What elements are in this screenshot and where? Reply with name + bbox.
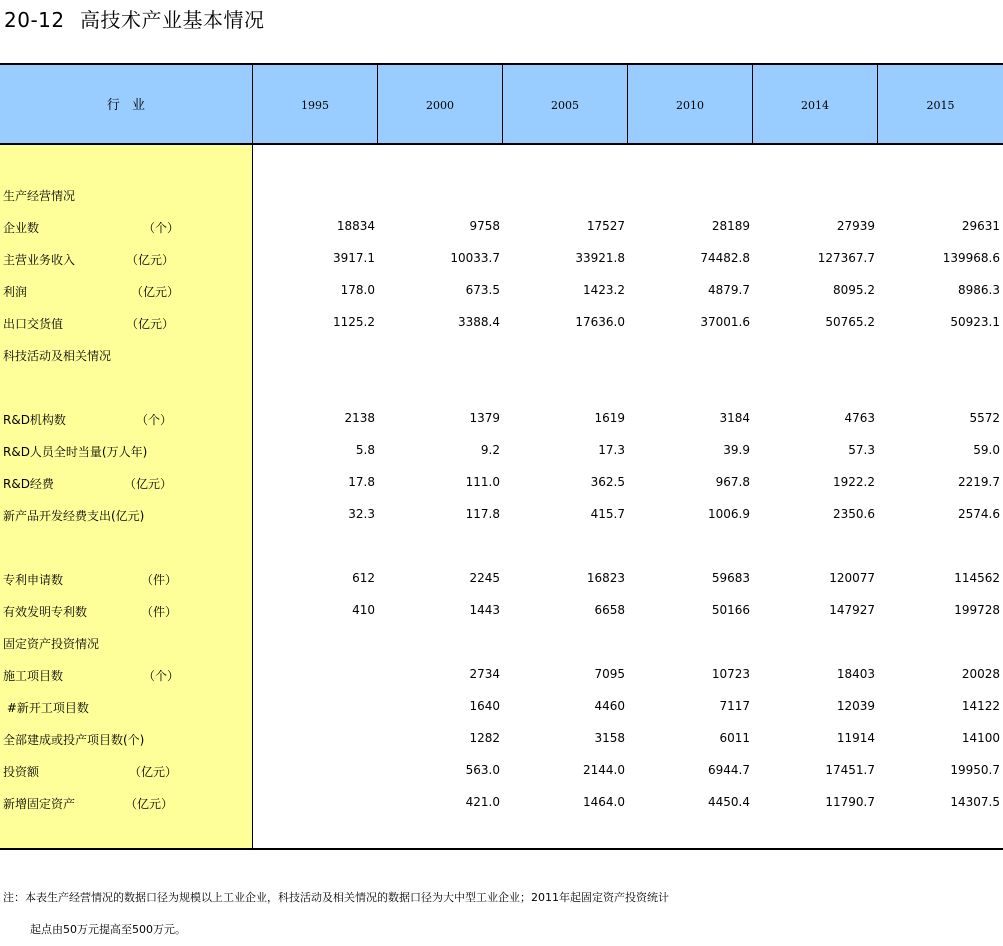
table-row [0,699,1003,719]
cell-value-2010: 1006.9 [708,507,750,521]
cell-value-2010: 37001.6 [700,315,750,329]
table-note-line-1: 注：本表生产经营情况的数据口径为规模以上工业企业，科技活动及相关情况的数据口径为大中型工业企业；2011年起固定资产投资统计 [3,891,669,904]
cell-value-2010: 50166 [711,603,750,617]
row-label: 生产经营情况 [3,189,76,203]
table-row [0,635,1003,655]
cell-value-2014: 4763 [844,411,875,425]
cell-value-2005: 3158 [594,731,625,745]
cell-value-2014: 17451.7 [825,763,875,777]
cell-value-2000: 117.8 [465,507,500,521]
cell-value-1995: 32.3 [348,507,375,521]
row-unit: （个） [143,669,180,683]
table-row [0,443,1003,463]
cell-value-2005: 17.3 [598,443,625,457]
cell-value-2014: 57.3 [848,443,875,457]
cell-value-2000: 563.0 [465,763,500,777]
cell-value-2014: 11914 [836,731,875,745]
header-year-1995: 1995 [253,65,378,143]
cell-value-2005: 4460 [594,699,625,713]
cell-value-2000: 3388.4 [458,315,500,329]
row-unit: （亿元） [129,765,178,779]
cell-value-2000: 1379 [469,411,500,425]
row-unit: （亿元） [126,253,175,267]
cell-value-2015: 14122 [961,699,1000,713]
cell-value-1995: 178.0 [340,283,375,297]
row-label: 专利申请数 [3,573,64,587]
header-row-label: 行 业 [0,65,253,143]
row-label: 全部建成或投产项目数(个) [3,733,145,747]
cell-value-2005: 1464.0 [583,795,625,809]
cell-value-2000: 1443 [469,603,500,617]
table-row [0,475,1003,495]
cell-value-1995: 612 [352,571,375,585]
cell-value-2014: 2350.6 [833,507,875,521]
row-label: 主营业务收入 [3,253,76,267]
cell-value-1995: 1125.2 [333,315,375,329]
cell-value-1995: 410 [352,603,375,617]
cell-value-2014: 8095.2 [833,283,875,297]
cell-value-2000: 10033.7 [450,251,500,265]
cell-value-2015: 8986.3 [958,283,1000,297]
cell-value-1995: 18834 [336,219,375,233]
cell-value-2000: 2245 [469,571,500,585]
cell-value-2014: 1922.2 [833,475,875,489]
cell-value-2005: 2144.0 [583,763,625,777]
header-year-2000: 2000 [378,65,503,143]
row-label: 固定资产投资情况 [3,637,100,651]
cell-value-2000: 673.5 [465,283,500,297]
row-unit: （个） [143,221,180,235]
cell-value-2015: 19950.7 [950,763,1000,777]
cell-value-2000: 111.0 [465,475,500,489]
table-row [0,251,1003,271]
row-label: 施工项目数 [3,669,64,683]
cell-value-2010: 6011 [719,731,750,745]
cell-value-2010: 967.8 [715,475,750,489]
header-year-2005: 2005 [503,65,628,143]
table-row [0,315,1003,335]
table-note-line-2: 起点由50万元提高至500万元。 [30,923,186,936]
cell-value-2000: 1282 [469,731,500,745]
table-number: 20-12 [4,8,65,32]
row-label: 新产品开发经费支出(亿元) [3,509,145,523]
cell-value-2005: 17636.0 [575,315,625,329]
cell-value-2000: 1640 [469,699,500,713]
cell-value-2010: 39.9 [723,443,750,457]
cell-value-2005: 362.5 [590,475,625,489]
cell-value-1995: 3917.1 [333,251,375,265]
cell-value-2000: 2734 [469,667,500,681]
cell-value-2015: 20028 [961,667,1000,681]
row-label: 科技活动及相关情况 [3,349,112,363]
cell-value-2010: 59683 [711,571,750,585]
table-header [0,63,1003,145]
cell-value-2015: 14307.5 [950,795,1000,809]
cell-value-2005: 33921.8 [575,251,625,265]
cell-value-2015: 2574.6 [958,507,1000,521]
table-row [0,763,1003,783]
row-label: R&D人员全时当量(万人年) [3,445,148,459]
table-row [0,411,1003,431]
table-row [0,507,1003,527]
cell-value-2014: 50765.2 [825,315,875,329]
cell-value-2014: 12039 [836,699,875,713]
table-row [0,731,1003,751]
cell-value-2000: 9.2 [480,443,500,457]
row-unit: （个） [136,413,173,427]
cell-value-1995: 2138 [344,411,375,425]
cell-value-2015: 29631 [961,219,1000,233]
row-label: 有效发明专利数 [3,605,88,619]
row-unit: （亿元） [131,285,180,299]
table-title: 高技术产业基本情况 [80,8,265,32]
table-row [0,667,1003,687]
cell-value-2015: 50923.1 [950,315,1000,329]
cell-value-2000: 9758 [469,219,500,233]
table-row [0,219,1003,239]
header-year-2010: 2010 [628,65,753,143]
row-label: R&D机构数 [3,413,66,427]
row-unit: （亿元） [126,317,175,331]
cell-value-2014: 27939 [836,219,875,233]
cell-value-2015: 14100 [961,731,1000,745]
cell-value-2015: 114562 [954,571,1000,585]
row-unit: （亿元） [125,797,174,811]
table-row [0,571,1003,591]
table-row [0,603,1003,623]
cell-value-2015: 5572 [969,411,1000,425]
cell-value-2015: 199728 [954,603,1000,617]
cell-value-2010: 3184 [719,411,750,425]
cell-value-2015: 2219.7 [958,475,1000,489]
row-label: 出口交货值 [3,317,64,331]
cell-value-2010: 6944.7 [708,763,750,777]
cell-value-2010: 7117 [719,699,750,713]
row-unit: （亿元） [124,477,173,491]
cell-value-2005: 415.7 [590,507,625,521]
cell-value-2010: 4879.7 [708,283,750,297]
row-label: #新开工项目数 [3,701,89,715]
cell-value-2005: 1619 [594,411,625,425]
cell-value-2005: 1423.2 [583,283,625,297]
cell-value-2000: 421.0 [465,795,500,809]
cell-value-2014: 11790.7 [825,795,875,809]
cell-value-2015: 139968.6 [942,251,1000,265]
row-label: 投资额 [3,765,40,779]
cell-value-2005: 7095 [594,667,625,681]
row-unit: （件） [141,605,178,619]
cell-value-2005: 6658 [594,603,625,617]
cell-value-1995: 5.8 [355,443,375,457]
cell-value-2015: 59.0 [973,443,1000,457]
table-row [0,347,1003,367]
row-label: 利润 [3,285,28,299]
table-row [0,187,1003,207]
table-bottom-rule [0,848,1003,850]
cell-value-2014: 127367.7 [817,251,875,265]
cell-value-2014: 120077 [829,571,875,585]
row-label: 新增固定资产 [3,797,76,811]
cell-value-2010: 28189 [711,219,750,233]
row-label: 企业数 [3,221,40,235]
page-title [4,4,265,33]
row-unit: （件） [141,573,178,587]
cell-value-2010: 10723 [711,667,750,681]
row-label: R&D经费 [3,477,54,491]
table-row [0,283,1003,303]
cell-value-2010: 4450.4 [708,795,750,809]
table-row [0,795,1003,815]
header-year-2014: 2014 [753,65,878,143]
cell-value-2010: 74482.8 [700,251,750,265]
header-year-2015: 2015 [926,99,955,112]
cell-value-2005: 16823 [586,571,625,585]
cell-value-1995: 17.8 [348,475,375,489]
cell-value-2005: 17527 [586,219,625,233]
cell-value-2014: 147927 [829,603,875,617]
cell-value-2014: 18403 [836,667,875,681]
